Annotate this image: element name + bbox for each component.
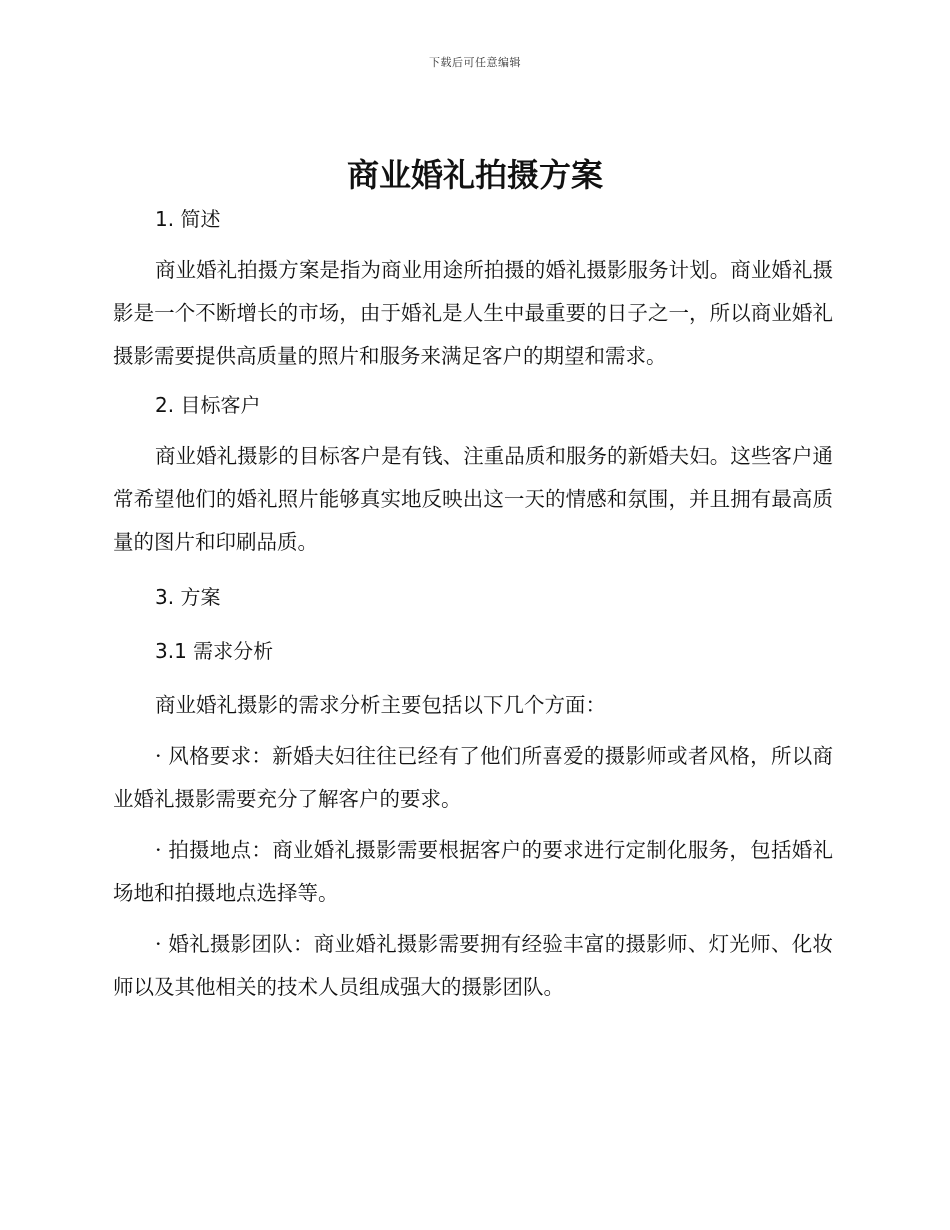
bullet-item-team: · 婚礼摄影团队：商业婚礼摄影需要拥有经验丰富的摄影师、灯光师、化妆师以及其他相关的技术人员组成强大的摄影团队。: [113, 932, 833, 999]
document-body: [113, 200, 833, 1009]
section-heading-overview: 1. 简述: [155, 207, 221, 231]
bullet-item-style: · 风格要求：新婚夫妇往往已经有了他们所喜爱的摄影师或者风格，所以商业婚礼摄影需要充分了解客户的要求。: [113, 744, 833, 811]
header-note: 下载后可任意编辑: [429, 56, 521, 69]
section-heading-needs-analysis: 3.1 需求分析: [155, 639, 274, 663]
bullet-item-location: · 拍摄地点：商业婚礼摄影需要根据客户的要求进行定制化服务，包括婚礼场地和拍摄地点选择等。: [113, 838, 833, 905]
section-heading-target-customers: 2. 目标客户: [155, 393, 261, 417]
target-customers-paragraph: 商业婚礼摄影的目标客户是有钱、注重品质和服务的新婚夫妇。这些客户通常希望他们的婚礼照片能够真实地反映出这一天的情感和氛围，并且拥有最高质量的图片和印刷品质。: [113, 444, 833, 554]
document-title: 商业婚礼拍摄方案: [346, 156, 603, 194]
needs-analysis-intro: 商业婚礼摄影的需求分析主要包括以下几个方面：: [155, 693, 606, 717]
overview-paragraph: 商业婚礼拍摄方案是指为商业用途所拍摄的婚礼摄影服务计划。商业婚礼摄影是一个不断增长的市场，由于婚礼是人生中最重要的日子之一，所以商业婚礼摄影需要提供高质量的照片和服务来满足客户的期望和需求。: [113, 258, 833, 368]
section-heading-plan: 3. 方案: [155, 585, 221, 609]
